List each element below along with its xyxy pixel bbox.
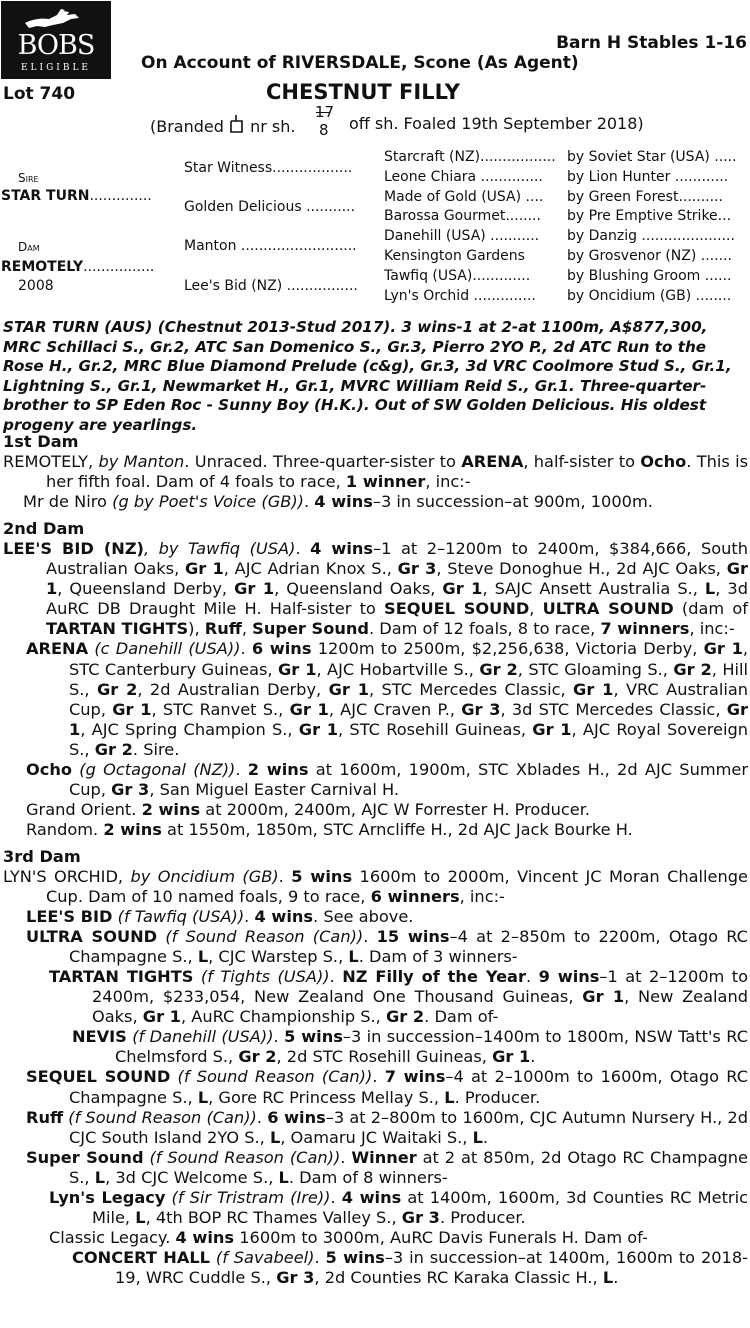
gen3-1: Starcraft (NZ)................. (384, 149, 556, 165)
gen4-8: by Oncidium (GB) ........ (567, 288, 732, 304)
entry-ocho: Ocho (g Octagonal (NZ)). 2 wins at 1600m, 1900m, STC Xblades H., 2d AJC Summer Cup, Gr 3, San Miguel Easter Carnival H. (26, 759, 748, 799)
brand-mark-icon (229, 114, 245, 134)
dam-label: Dam (18, 240, 40, 254)
section-3rd-dam: 3rd Dam (3, 846, 81, 866)
catalogue-body (3, 432, 748, 1288)
entry-sequel-sound: SEQUEL SOUND (f Sound Reason (Can)). 7 wins–4 at 2–1000m to 1600m, Otago RC Champagne S., L, Gore RC Princess Mellay S., L. Producer. (26, 1067, 749, 1107)
brand-rest: off sh. Foaled 19th September 2018) (349, 114, 644, 133)
gen3-3: Made of Gold (USA) .... (384, 189, 544, 205)
gen4-4: by Pre Emptive Strike... (567, 208, 732, 224)
gen4-1: by Soviet Star (USA) ..... (567, 149, 737, 165)
gen2-4: Lee's Bid (NZ) ................ (184, 278, 358, 294)
gen2-1: Star Witness.................. (184, 160, 353, 176)
gen3-2: Leone Chiara .............. (384, 169, 543, 185)
brand-nr: nr sh. (250, 117, 296, 136)
gen3-7: Tawfiq (USA)............. (384, 268, 531, 284)
gen2-3: Manton .......................... (184, 238, 357, 254)
entry-tartan-tights: TARTAN TIGHTS (f Tights (USA)). NZ Filly of the Year. 9 wins–1 at 2–1200m to 2400m, $233,054, New Zealand One Thousand Guineas, Gr 1, New Zealand Oaks, Gr 1, AuRC Championship S., Gr 2. Dam of- (49, 967, 749, 1027)
entry-lyns-legacy: Lyn's Legacy (f Sir Tristram (Ire)). 4 wins at 1400m, 1600m, 3d Counties RC Metric Mile, L, 4th BOP RC Thames Valley S., Gr 3. Producer. (49, 1187, 748, 1227)
logo-text-bobs: BOBS (17, 30, 95, 61)
entry-super-sound: Super Sound (f Sound Reason (Can)). Winner at 2 at 850m, 2d Otago RC Champagne S., L, 3d CJC Welcome S., L. Dam of 8 winners- (26, 1147, 748, 1187)
entry-ultra-sound: ULTRA SOUND (f Sound Reason (Can)). 15 wins–4 at 2–850m to 2200m, Otago RC Champagne S., L, CJC Warstep S., L. Dam of 3 winners- (26, 927, 748, 967)
section-2nd-dam: 2nd Dam (3, 519, 85, 539)
gen4-5: by Danzig ..................... (567, 228, 735, 244)
dam-year: 2008 (18, 278, 54, 294)
lot-number: Lot 740 (3, 84, 76, 104)
entry-lees-bid-short: LEE'S BID (f Tawfiq (USA)). 4 wins. See above. (26, 907, 414, 927)
entry-lyns-orchid: LYN'S ORCHID, by Oncidium (GB). 5 wins 1600m to 2000m, Vincent JC Moran Challenge Cup. Dam of 10 named foals, 9 to race, 6 winners, inc:- (3, 866, 749, 907)
entry-concert-hall: CONCERT HALL (f Savabeel). 5 wins–3 in succession–at 1400m, 1600m to 2018-19, WRC Cuddle S., Gr 3, 2d Counties RC Karaka Classic H., L. (72, 1247, 748, 1287)
gen4-7: by Blushing Groom ...... (567, 268, 732, 284)
gen3-5: Danehill (USA) ........... (384, 228, 540, 244)
fraction-numerator: 17 (315, 103, 335, 121)
entry-nevis: NEVIS (f Danehill (USA)). 5 wins–3 in succession–1400m to 1800m, NSW Tatt's RC Chelmsford S., Gr 2, 2d STC Rosehill Guineas, Gr 1. (72, 1027, 748, 1067)
entry-classic-legacy: Classic Legacy. 4 wins 1600m to 3000m, AuRC Davis Funerals H. Dam of- (49, 1227, 648, 1247)
entry-remotely: REMOTELY, by Manton. Unraced. Three-quarter-sister to ARENA, half-sister to Ocho. This is her fifth foal. Dam of 4 foals to race, 1 winner, inc:- (3, 452, 749, 492)
gen4-3: by Green Forest.......... (567, 189, 723, 205)
section-1st-dam: 1st Dam (3, 432, 79, 451)
page-title: CHESTNUT FILLY (266, 80, 460, 104)
gen2-2: Golden Delicious ........... (184, 199, 356, 215)
gen3-4: Barossa Gourmet........ (384, 208, 541, 224)
brand-open: (Branded (150, 117, 224, 136)
sire-summary: STAR TURN (AUS) (Chestnut 2013-Stud 2017). 3 wins-1 at 2-at 1100m, A$877,300, MRC Schillaci S., Gr.2, ATC San Domenico S., Gr.3, Pierro 2YO P., 2d ATC Run to the Rose H., Gr.2, MRC Blue Diamond Prelude (c&g), Gr.3, 3d VRC Coolmore Stud S., Gr.1, Lightning S., Gr.1, Newmarket H., Gr.1, MVRC William Reid S., Gr.1. Three-quarter-brother to SP Eden Roc - Sunny Boy (H.K.). Out of SW Golden Delicious. His oldest progeny are yearlings. (3, 318, 732, 434)
gen4-6: by Grosvenor (NZ) ....... (567, 248, 732, 264)
entry-grand-orient: Grand Orient. 2 wins at 2000m, 2400m, AJC W Forrester H. Producer. (26, 799, 591, 819)
entry-ruff: Ruff (f Sound Reason (Can)). 6 wins–3 at 2–800m to 1600m, CJC Autumn Nursery H., 2d CJC South Island 2YO S., L, Oamaru JC Waitaki S., L. (26, 1107, 748, 1147)
gen4-2: by Lion Hunter ............ (567, 169, 729, 185)
entry-mr-de-niro: Mr de Niro (g by Poet's Voice (GB)). 4 wins–3 in succession–at 900m, 1000m. (23, 492, 653, 512)
logo-text-eligible: ELIGIBLE (20, 63, 91, 73)
brand-line (150, 114, 295, 136)
stable-location: Barn H Stables 1-16 (556, 33, 747, 53)
account-line: On Account of RIVERSDALE, Scone (As Agent) (141, 53, 579, 73)
bobs-eligible-logo (1, 1, 111, 79)
gen3-6: Kensington Gardens (384, 248, 525, 264)
entry-random: Random. 2 wins at 1550m, 1850m, STC Arncliffe H., 2d AJC Jack Bourke H. (26, 819, 633, 839)
fraction-denominator: 8 (319, 121, 329, 139)
sire-label: Sire (18, 171, 39, 185)
gen3-8: Lyn's Orchid .............. (384, 288, 536, 304)
entry-lees-bid: LEE'S BID (NZ), by Tawfiq (USA). 4 wins–1 at 2–1200m to 2400m, $384,666, South Australian Oaks, Gr 1, AJC Adrian Knox S., Gr 3, Steve Donoghue H., 2d AJC Oaks, Gr 1, Queensland Derby, Gr 1, Queensland Oaks, Gr 1, SAJC Ansett Australia S., L, 3d AuRC DB Draught Mile H. Half-sister to SEQUEL SOUND, ULTRA SOUND (dam of TARTAN TIGHTS), Ruff, Super Sound. Dam of 12 foals, 8 to race, 7 winners, inc:- (3, 539, 749, 639)
dam-name: REMOTELY................ (1, 259, 155, 275)
sire-name: STAR TURN.............. (1, 188, 152, 204)
fraction-bar (316, 112, 330, 113)
racehorse-icon (23, 9, 81, 31)
entry-arena: ARENA (c Danehill (USA)). 6 wins 1200m to 2500m, $2,256,638, Victoria Derby, Gr 1, STC Canterbury Guineas, Gr 1, AJC Hobartville S., Gr 2, STC Gloaming S., Gr 2, Hill S., Gr 2, 2d Australian Derby, Gr 1, STC Mercedes Classic, Gr 1, VRC Australian Cup, Gr 1, STC Ranvet S., Gr 1, AJC Craven P., Gr 3, 3d STC Mercedes Classic, Gr 1, AJC Spring Champion S., Gr 1, STC Rosehill Guineas, Gr 1, AJC Royal Sovereign S., Gr 2. Sire. (26, 639, 749, 759)
